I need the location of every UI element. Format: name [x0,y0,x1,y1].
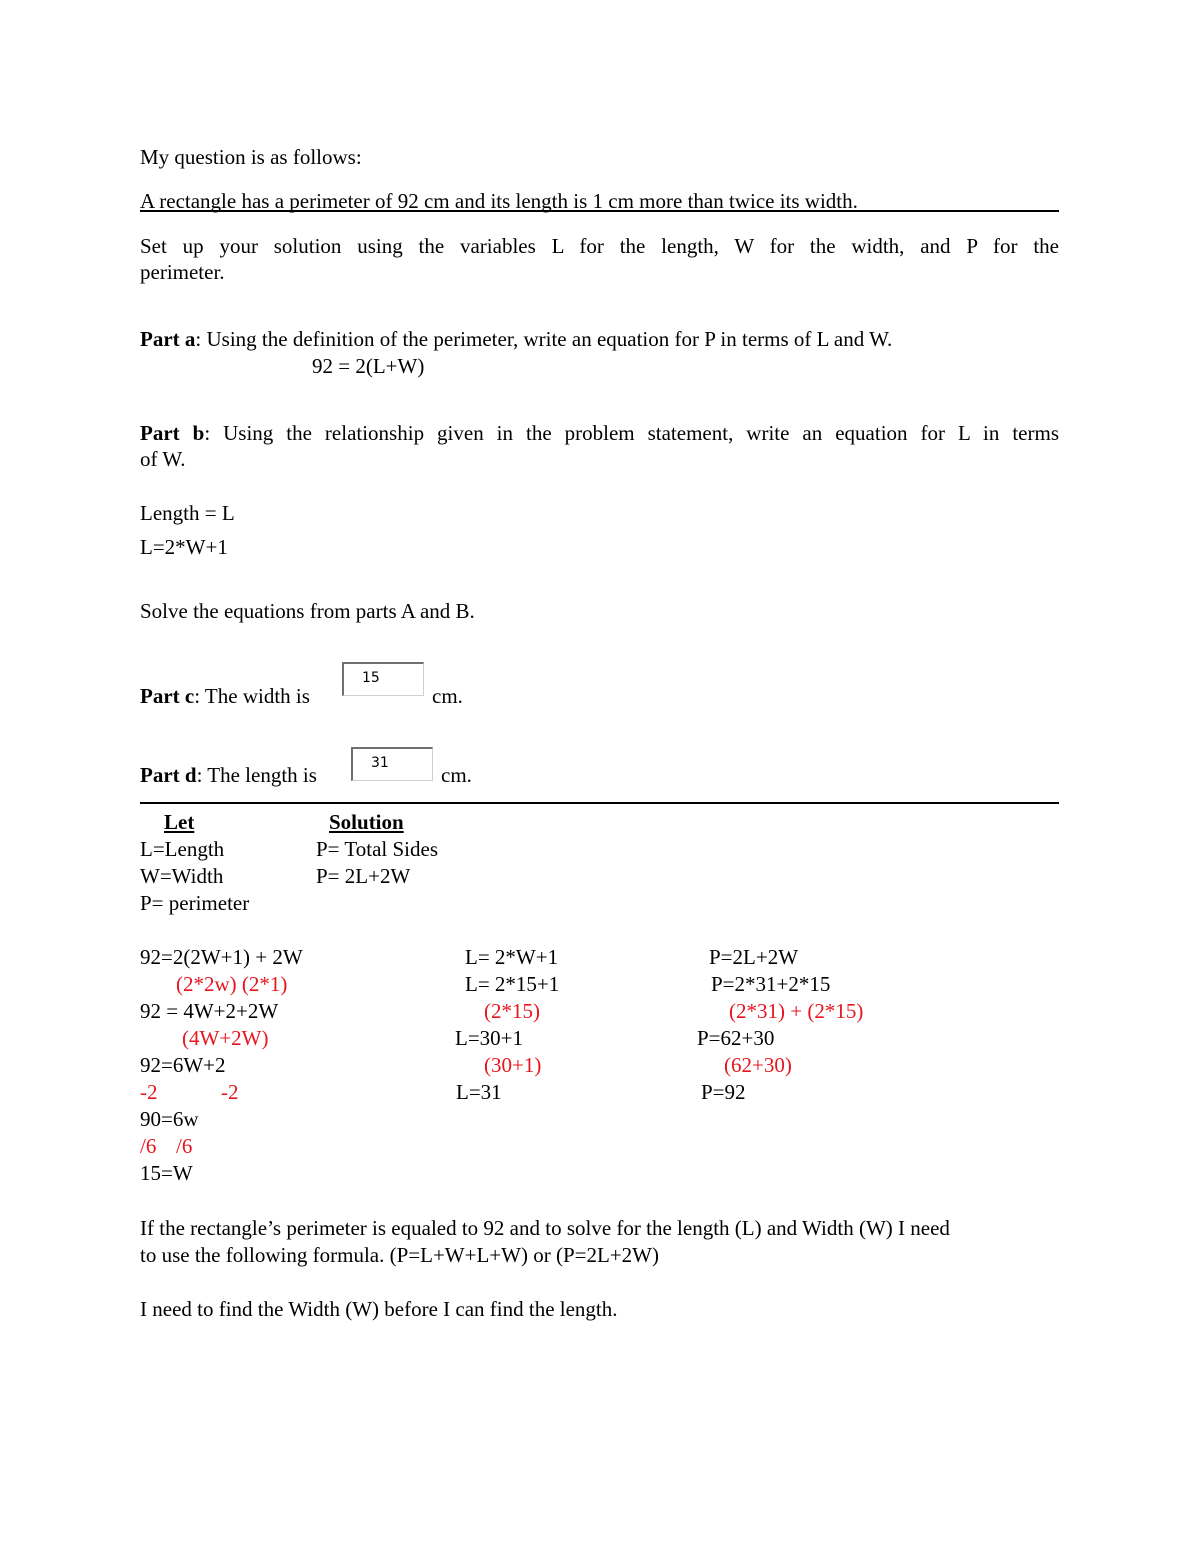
work-step: (30+1) [484,1053,542,1077]
part-c-label: Part c [140,684,195,708]
work-step: P=2*31+2*15 [711,972,831,996]
solution-item: P= 2L+2W [316,864,411,888]
final-note: I need to find the Width (W) before I can find the length. [140,1297,618,1321]
conclusion-line-2: to use the following formula. (P=L+W+L+W) or (P=2L+2W) [140,1243,659,1267]
part-c-question [140,683,310,709]
conclusion-line-1: If the rectangle’s perimeter is equaled to 92 and to solve for the length (L) and Width (W) I need [140,1216,950,1240]
part-c-unit: cm. [432,684,463,708]
work-step: 92=6W+2 [140,1053,226,1077]
work-step: P=2L+2W [709,945,799,969]
work-step: L= 2*W+1 [465,945,559,969]
work-step: (4W+2W) [182,1026,269,1050]
part-d-label: Part d [140,763,197,787]
part-d-unit: cm. [441,763,472,787]
setup-line-1: Set up your solution using the variables L for the length, W for the width, and P for the [140,234,1059,258]
work-step: 15=W [140,1161,193,1185]
problem-statement: A rectangle has a perimeter of 92 cm and its length is 1 cm more than twice its width. [140,189,858,213]
intro-text: My question is as follows: [140,145,362,169]
part-a-answer: 92 = 2(L+W) [312,354,425,378]
part-b-text: : Using the relationship given in the problem statement, write an equation for L in terms [204,421,1059,445]
work-step: (2*31) + (2*15) [729,999,864,1023]
let-header-label: Let [164,810,195,834]
length-answer-field[interactable]: 31 [351,747,433,781]
width-answer-field[interactable]: 15 [342,662,424,696]
let-item: L=Length [140,837,225,861]
part-b-answer-line-1: Length = L [140,501,235,525]
setup-line-2: perimeter. [140,260,225,284]
work-step: 92 = 4W+2+2W [140,999,279,1023]
work-step: 92=2(2W+1) + 2W [140,945,303,969]
work-step: (2*2w) (2*1) [176,972,288,996]
work-step: 90=6w [140,1107,199,1131]
solution-header [329,809,404,835]
work-step: (62+30) [724,1053,792,1077]
work-step: /6 [176,1134,193,1158]
part-a-label: Part a [140,327,196,351]
part-b-question-line-2: of W. [140,447,186,471]
work-step: /6 [140,1134,157,1158]
solution-header-label: Solution [329,810,404,834]
part-d-question [140,762,317,788]
let-item: P= perimeter [140,891,250,915]
part-b-label: Part b [140,421,205,445]
work-step: P=62+30 [697,1026,775,1050]
work-step: P=92 [701,1080,746,1104]
let-item: W=Width [140,864,224,888]
work-step: L=31 [456,1080,502,1104]
work-step: L=30+1 [455,1026,524,1050]
let-header [164,809,194,835]
part-a-question [140,326,892,352]
solution-item: P= Total Sides [316,837,439,861]
solve-instruction: Solve the equations from parts A and B. [140,599,475,623]
part-a-text: : Using the definition of the perimeter, write an equation for P in terms of L and W. [195,327,893,351]
part-b-question-line-1 [140,420,1059,446]
section-divider [140,802,1059,804]
part-c-text: : The width is [194,684,310,708]
part-b-answer-line-2: L=2*W+1 [140,535,228,559]
work-step: -2 [140,1080,158,1104]
work-step: L= 2*15+1 [465,972,560,996]
part-d-text: : The length is [196,763,317,787]
problem-underline [140,210,1059,212]
work-step: (2*15) [484,999,540,1023]
work-step: -2 [221,1080,239,1104]
